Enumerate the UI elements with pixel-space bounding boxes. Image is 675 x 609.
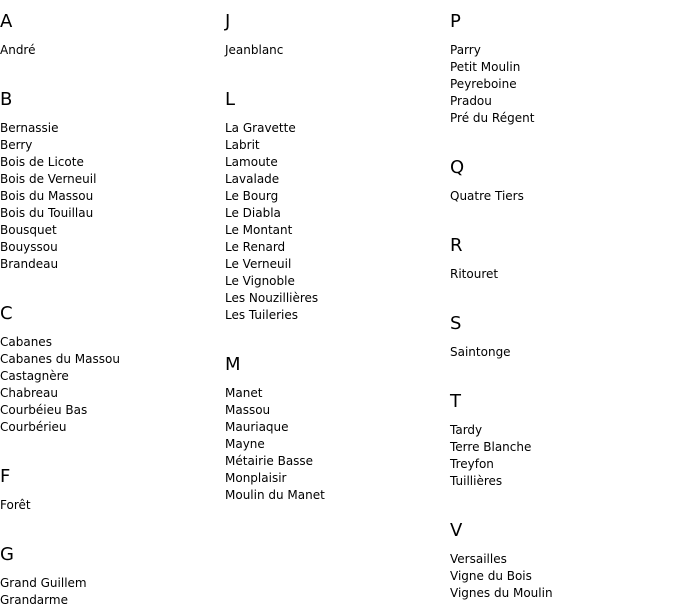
place-name: André	[0, 43, 36, 57]
place-name: Vigne du Bois	[450, 569, 532, 583]
place-name: Le Bourg	[225, 189, 279, 203]
name-list	[0, 334, 220, 436]
letter-heading: L	[225, 89, 236, 110]
place-name: Lamoute	[225, 155, 278, 169]
place-name: Quatre Tiers	[450, 189, 524, 203]
place-name: Lavalade	[225, 172, 280, 186]
letter-group	[0, 544, 220, 609]
place-name: Tardy	[450, 423, 483, 437]
place-name: Forêt	[0, 498, 31, 512]
place-name: Le Renard	[225, 240, 286, 254]
place-name: Pradou	[450, 94, 492, 108]
name-list	[0, 120, 220, 273]
letter-heading: S	[450, 313, 462, 334]
place-name: Les Tuileries	[225, 308, 298, 322]
name-list	[450, 188, 670, 205]
letter-group	[225, 11, 445, 78]
place-name: Ritouret	[450, 267, 499, 281]
place-name: Parry	[450, 43, 481, 57]
name-list	[450, 42, 670, 127]
place-name: Jeanblanc	[225, 43, 284, 57]
name-list	[450, 551, 670, 602]
place-name: Chabreau	[0, 386, 58, 400]
place-name: Peyreboine	[450, 77, 517, 91]
place-name: Tuillières	[450, 474, 503, 488]
letter-heading: J	[225, 11, 231, 32]
place-name: Castagnère	[0, 369, 69, 383]
place-name: Le Verneuil	[225, 257, 292, 271]
place-name: Manet	[225, 386, 263, 400]
place-name: Mayne	[225, 437, 265, 451]
name-list	[225, 120, 445, 324]
place-name: Bouyssou	[0, 240, 58, 254]
letter-group	[450, 157, 670, 224]
name-list	[450, 266, 670, 283]
place-name: Bousquet	[0, 223, 57, 237]
place-name: Métairie Basse	[225, 454, 314, 468]
letter-group	[450, 235, 670, 302]
index-column	[225, 0, 445, 504]
place-name: Le Diabla	[225, 206, 281, 220]
letter-heading: Q	[450, 157, 465, 178]
group-spacer	[450, 361, 670, 380]
letter-group	[450, 520, 670, 602]
place-name: Le Vignoble	[225, 274, 295, 288]
group-spacer	[0, 59, 220, 78]
place-name: Bois du Massou	[0, 189, 94, 203]
letter-heading: B	[0, 89, 13, 110]
group-spacer	[225, 59, 445, 78]
group-spacer	[0, 436, 220, 455]
place-name: Petit Moulin	[450, 60, 521, 74]
place-name: Courbéieu Bas	[0, 403, 88, 417]
place-name: Les Nouzillières	[225, 291, 319, 305]
place-name: Le Montant	[225, 223, 293, 237]
place-name: Cabanes	[0, 335, 52, 349]
place-name: Brandeau	[0, 257, 59, 271]
letter-group	[450, 11, 670, 146]
letter-heading: F	[0, 466, 11, 487]
place-name: Saintonge	[450, 345, 511, 359]
letter-group	[225, 354, 445, 504]
letter-group	[450, 391, 670, 509]
place-name: Massou	[225, 403, 271, 417]
letter-group	[225, 89, 445, 343]
place-name: Berry	[0, 138, 33, 152]
letter-heading: V	[450, 520, 463, 541]
place-name: Cabanes du Massou	[0, 352, 120, 366]
place-name: Labrit	[225, 138, 260, 152]
letter-group	[0, 11, 220, 78]
name-list	[225, 42, 445, 59]
letter-heading: P	[450, 11, 461, 32]
group-spacer	[450, 127, 670, 146]
name-list	[0, 497, 220, 514]
place-name: Grand Guillem	[0, 576, 87, 590]
place-name: La Gravette	[225, 121, 296, 135]
group-spacer	[450, 205, 670, 224]
place-name: Monplaisir	[225, 471, 287, 485]
name-list	[0, 42, 220, 59]
place-name: Terre Blanche	[450, 440, 532, 454]
name-list	[450, 422, 670, 490]
place-name: Bernassie	[0, 121, 59, 135]
index-column	[450, 0, 670, 602]
letter-heading: R	[450, 235, 463, 256]
place-name: Courbérieu	[0, 420, 67, 434]
group-spacer	[0, 514, 220, 533]
letter-heading: G	[0, 544, 14, 565]
letter-heading: C	[0, 303, 13, 324]
letter-heading: T	[450, 391, 461, 412]
name-list	[0, 575, 220, 609]
index-column	[0, 0, 220, 609]
group-spacer	[450, 283, 670, 302]
place-name: Pré du Régent	[450, 111, 535, 125]
place-name: Mauriaque	[225, 420, 289, 434]
place-name: Vignes du Moulin	[450, 586, 553, 600]
group-spacer	[0, 273, 220, 292]
group-spacer	[450, 490, 670, 509]
place-name: Bois du Touillau	[0, 206, 94, 220]
name-list	[450, 344, 670, 361]
letter-heading: M	[225, 354, 241, 375]
letter-group	[0, 303, 220, 455]
place-name: Bois de Licote	[0, 155, 84, 169]
letter-heading: A	[0, 11, 13, 32]
name-list	[225, 385, 445, 504]
letter-group	[0, 466, 220, 533]
place-name: Bois de Verneuil	[0, 172, 97, 186]
letter-group	[0, 89, 220, 292]
place-name: Treyfon	[450, 457, 494, 471]
place-name: Versailles	[450, 552, 507, 566]
place-name: Grandarme	[0, 593, 68, 607]
letter-group	[450, 313, 670, 380]
place-name: Moulin du Manet	[225, 488, 325, 502]
group-spacer	[225, 324, 445, 343]
